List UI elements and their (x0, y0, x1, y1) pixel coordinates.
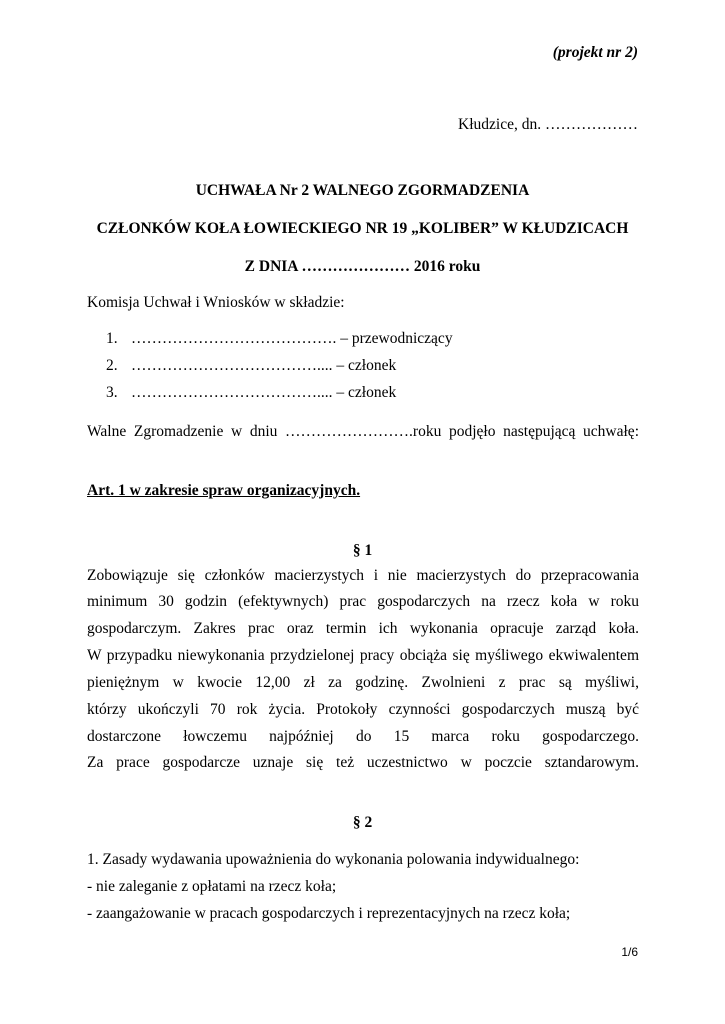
section-2-mark: § 2 (352, 814, 373, 831)
list-number: 2. (106, 357, 118, 374)
paragraph-line: W przypadku niewykonania przydzielonej pracy obciąża się myśliwego ekwiwalentem (87, 647, 639, 664)
list-number: 1. (106, 330, 118, 347)
project-label: (projekt nr 2) (552, 44, 638, 61)
article-1-heading: Art. 1 w zakresie spraw organizacyjnych. (87, 482, 361, 499)
commission-intro: Komisja Uchwał i Wniosków w składzie: (87, 294, 345, 311)
list-number: 3. (106, 384, 118, 401)
paragraph-line: którzy ukończyli 70 rok życia. Protokoły czynności gospodarczych muszą być (87, 701, 639, 718)
list-text: ……………………………….... – członek (131, 357, 397, 374)
assembly-line: Walne Zgromadzenie w dniu …………………….roku podjęło następującą uchwałę: (87, 423, 639, 440)
paragraph-line: pieniężnym w kwocie 12,00 zł za godzinę. Zwolnieni z prac są myśliwi, (87, 674, 639, 691)
title-line-2: CZŁONKÓW KOŁA ŁOWIECKIEGO NR 19 „KOLIBER” W KŁUDZICACH (96, 220, 629, 237)
paragraph-line: - nie zaleganie z opłatami na rzecz koła; (87, 878, 337, 895)
paragraph-line: gospodarczym. Zakres prac oraz termin ich wykonania opracuje zarząd koła. (87, 620, 639, 637)
paragraph-line: 1. Zasady wydawania upoważnienia do wykonania polowania indywidualnego: (87, 851, 580, 868)
paragraph-line: dostarczone łowczemu najpóźniej do 15 marca roku gospodarczego. (87, 728, 639, 745)
list-text: ……………………………….... – członek (131, 384, 397, 401)
paragraph-line: Za prace gospodarcze uznaje się też uczestnictwo w poczcie sztandarowym. (87, 754, 639, 771)
list-text: …………………………………. – przewodniczący (131, 330, 453, 347)
paragraph-line: Zobowiązuje się członków macierzystych i nie macierzystych do przepracowania (87, 567, 639, 584)
title-line-1: UCHWAŁA Nr 2 WALNEGO ZGORMADZENIA (195, 182, 530, 199)
section-1-mark: § 1 (352, 542, 373, 559)
paragraph-line: minimum 30 godzin (efektywnych) prac gospodarczych na rzecz koła w roku (87, 593, 639, 610)
title-line-3: Z DNIA ………………… 2016 roku (244, 258, 481, 275)
page-number: 1/6 (621, 945, 638, 959)
place-date: Kłudzice, dn. ……………… (458, 116, 638, 133)
paragraph-line: - zaangażowanie w pracach gospodarczych i reprezentacyjnych na rzecz koła; (87, 905, 571, 922)
